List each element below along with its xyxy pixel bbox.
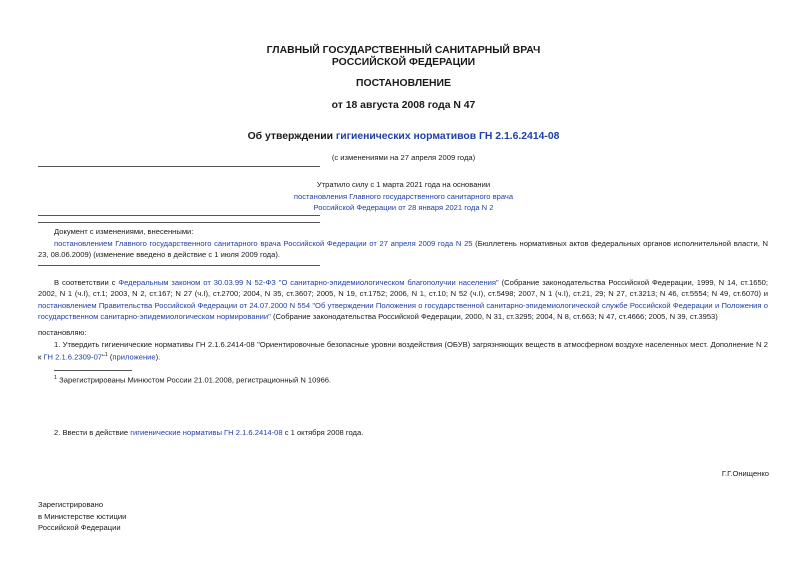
amended-by-paragraph [38,238,768,261]
preamble-text-3: (Собрание законодательства Российской Федерации, 2000, N 31, ст.3295; 2004, N 8, ст.663; N 47, ст.4666; 2005, N 39, ст.3953) [270,311,718,321]
repeal-text: Утратило силу с 1 марта 2021 года на основании [316,180,491,189]
item-1-quote: " [102,352,105,362]
government-decree-link[interactable]: постановлением Правительства Российской Федерации от 24.07.2000 N 554 "Об утверждении Положения о государственной санитарно-эпидемиологической службе Российской Федерации и Положения о государственном санитарно-эпидемиологическом нормировании" [38,300,768,321]
item-2-paragraph [54,427,363,439]
repeal-notice [0,179,807,214]
footnote-ref: 1 [104,352,108,359]
divider [38,222,320,223]
issuer-line-2: РОССИЙСКОЙ ФЕДЕРАЦИИ [331,57,476,68]
item-1-paren-close: ). [155,352,161,362]
registration-line-1: Зарегистрировано [38,500,104,509]
item-1-paragraph [38,339,768,363]
amendment-source: (Бюллетень нормативных актов федеральных органов исполнительной власти, N 23, 08.06.2009) (изменение введено в действие с 1 июля 2009 года). [38,239,768,260]
preamble-text-2: (Собрание законодательства Российской Федерации, 1999, N 14, ст.1650; 2002, N 1 (ч.I), ст.1; 2003, N 2, ст.167; N 27 (ч.I), ст.2700; 2004, N 35, ст.3607; 2005, N 19, ст.1752; 2006, N 1, ст.10; N 52 (ч.I), ст.5498; 2007, N 1 (ч.I), ст.21, 29; N 27, ст.3213; N 46, ст.5554; N 49, ст.6070) и [38,278,769,299]
title-norms-link[interactable]: гигиенических нормативов ГН 2.1.6.2414-08 [335,131,560,142]
footnote [54,373,331,386]
decree-word: постановляю: [38,328,87,337]
federal-law-link[interactable]: Федеральным законом от 30.03.99 N 52-ФЗ "О санитарно-эпидемиологическом благополучии населения" [118,278,499,287]
item-1-text: 1. Утвердить гигиенические нормативы ГН 2.1.6.2414-08 "Ориентировочные безопасные уровни воздействия (ОБУВ) загрязняющих веществ в атмосферном воздухе населенных мест. Дополнение N 2 к [38,340,768,362]
divider [38,166,320,167]
footnote-divider [54,370,132,371]
document-type: ПОСТАНОВЛЕНИЕ [356,78,451,89]
preamble-text-1: В соответствии с [54,278,119,287]
document-date-number: от 18 августа 2008 года N 47 [331,100,476,111]
divider [38,215,320,216]
registration-line-3: Российской Федерации [38,523,121,532]
preamble-paragraph [38,277,768,322]
registration-line-2: в Министерстве юстиции [38,511,127,521]
gn-2309-link[interactable]: ГН 2.1.6.2309-07 [43,352,103,362]
issuer-line-1: ГЛАВНЫЙ ГОСУДАРСТВЕННЫЙ САНИТАРНЫЙ ВРАЧ [266,45,541,56]
amended-by-label: Документ с изменениями, внесенными: [54,227,194,236]
item-2-norms-link[interactable]: гигиенические нормативы ГН 2.1.6.2414-08 [130,428,283,437]
footnote-text: Зарегистрированы Минюстом России 21.01.2008, регистрационный N 10966. [57,375,332,385]
changes-note: (с изменениями на 27 апреля 2009 года) [331,153,476,162]
issuer-heading [0,45,807,69]
item-1-paren-open: ( [107,352,113,362]
registration-block [38,499,126,534]
divider [38,265,320,266]
item-2-date: с 1 октября 2008 года. [282,428,364,437]
document-title [0,131,807,143]
signature: Г.Г.Онищенко [721,469,769,478]
appendix-link[interactable]: приложение [112,352,156,362]
repeal-link-line-2[interactable]: Российской Федерации от 28 января 2021 года N 2 [313,203,494,212]
repeal-link-line-1[interactable]: постановления Главного государственного санитарного врача [293,191,514,201]
item-2-text: 2. Ввести в действие [54,428,131,437]
title-prefix: Об утверждении [247,131,336,142]
footnote-mark: 1 [54,375,58,381]
amendment-link[interactable]: постановлением Главного государственного санитарного врача Российской Федерации от 27 апреля 2009 года N 25 [54,239,473,248]
